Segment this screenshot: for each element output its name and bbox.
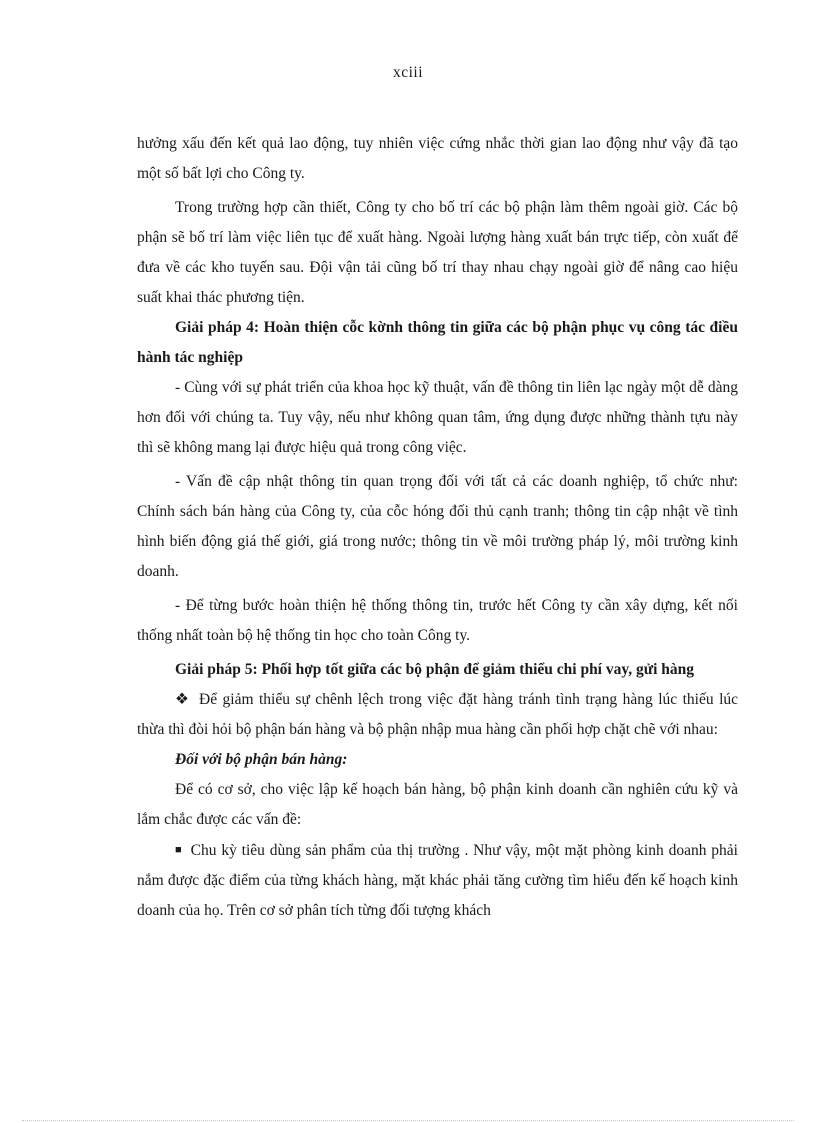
subsection-heading: Đối với bộ phận bán hàng:: [175, 751, 348, 768]
diamond-bullet-item: [137, 685, 738, 745]
dash-list-item: - Vấn đề cập nhật thông tin quan trọng đối với tất cả các doanh nghiệp, tổ chức như: Chính sách bán hàng của Công ty, của cỗc hóng đối thủ cạnh tranh; thông tin cập nhật về tình hình biến động giá thế giới, giá trong nước; thông tin về môi trường pháp lý, môi trường kinh doanh.: [137, 473, 738, 580]
section-heading: Giải pháp 5: Phối hợp tốt giữa các bộ phận để giảm thiểu chi phí vay, gửi hàng: [175, 661, 694, 678]
bullet-text: Để giảm thiểu sự chênh lệch trong việc đặt hàng tránh tình trạng hàng lúc thiếu lúc thừa thì đòi hỏi bộ phận bán hàng và bộ phận nhập mua hàng cần phối hợp chặt chẽ với nhau:: [137, 691, 738, 738]
paragraph: Trong trường hợp cần thiết, Công ty cho bố trí các bộ phận làm thêm ngoài giờ. Các bộ phận sẽ bố trí làm việc liên tục để xuất hàng. Ngoài lượng hàng xuất bán trực tiếp, còn xuất để đưa về các kho tuyến sau. Đội vận tải cũng bố trí thay nhau chạy ngoài giờ để nâng cao hiệu suất khai thác phương tiện.: [137, 199, 738, 306]
paragraph: hưởng xấu đến kết quả lao động, tuy nhiên việc cứng nhắc thời gian lao động như vậy đã tạo một số bất lợi cho Công ty.: [137, 135, 738, 182]
diamond-bullet-icon: ❖: [175, 691, 189, 708]
paragraph: Để có cơ sở, cho việc lập kế hoạch bán hàng, bộ phận kinh doanh cần nghiên cứu kỹ và lắm chắc được các vấn đề:: [137, 781, 738, 828]
page-number: xciii: [392, 64, 424, 81]
square-bullet-icon: ■: [175, 844, 183, 856]
square-bullet-item: [137, 835, 738, 926]
document-body: [137, 129, 738, 926]
page-bottom-border: [22, 1120, 794, 1121]
dash-list-item: - Cùng với sự phát triển của khoa học kỹ thuật, vấn đề thông tin liên lạc ngày một dễ dàng hơn đối với chúng ta. Tuy vậy, nếu như không quan tâm, ứng dụng được những thành tựu này thì sẽ không mang lại được hiệu quả trong công việc.: [137, 379, 738, 456]
bullet-text: Chu kỳ tiêu dùng sản phẩm của thị trường . Như vậy, một mặt phòng kinh doanh phải nắm được đặc điểm của từng khách hàng, mặt khác phải tăng cường tìm hiểu đến kế hoạch kinh doanh của họ. Trên cơ sở phân tích từng đối tượng khách: [137, 842, 738, 919]
dash-list-item: - Để từng bước hoàn thiện hệ thống thông tin, trước hết Công ty cần xây dựng, kết nối thống nhất toàn bộ hệ thống tin học cho toàn Công ty.: [137, 597, 738, 644]
section-heading: Giải pháp 4: Hoàn thiện cỗc kờnh thông tin giữa các bộ phận phục vụ công tác điều hành tác nghiệp: [137, 319, 738, 366]
